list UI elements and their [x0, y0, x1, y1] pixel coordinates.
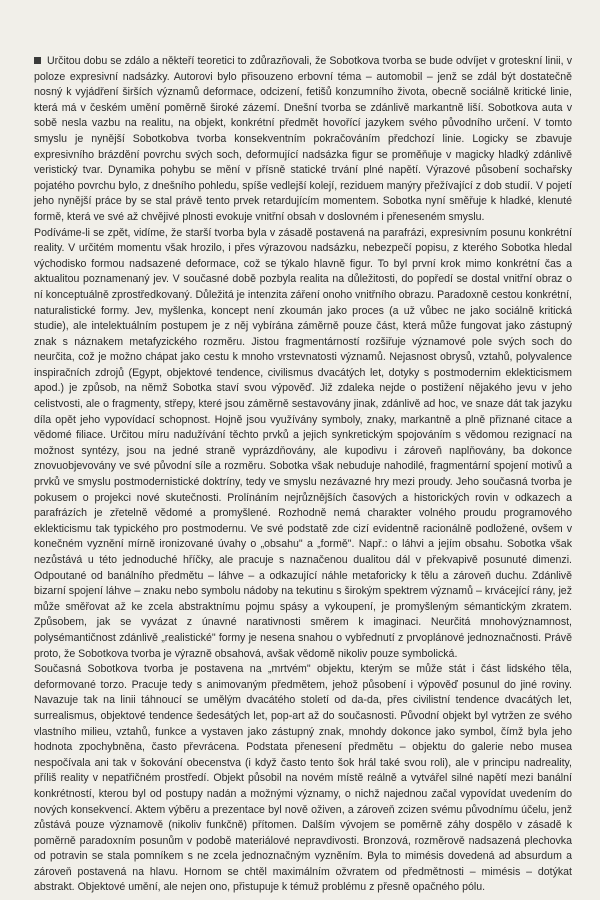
- paragraph-2: [34, 226, 572, 663]
- paragraph-3: [34, 662, 572, 896]
- paragraph-1: [34, 54, 572, 226]
- paragraph-2-text: Podíváme-li se zpět, vidíme, že starší tvorba byla v zásadě postavená na parafrázi, expresivním posunu konkrétní reality. V určitém momentu však hrozilo, i přes výrazovou nadsázku, nebezpečí popisu, z kterého Sobotka hledal východisko formou nadsazené deformace, což se týkalo hlavně figur. To byl první krok mimo konkrétní čas a aktualitou poznamenaný jev. V současné době pozbyla realita na důležitosti, do popředí se dostal vnitřní obraz o ní konceptuálně zprostředkovaný. Důležitá je intenzita záření onoho vnitřního obrazu. Paradoxně cestou konkrétní, naturalistické formy. Jev, myšlenka, koncept není zkoumán jako proces (a už vůbec ne jako sociálně kritická studie), ale intelektuálním postupem je z něj vybírána záměrně pouze část, která může fungovat jako zástupný znak s náznakem metafyzického rozměru. Jistou fragmentárností rozšiřuje významové pole svých soch do neurčita, což je možno chápat jako cestu k mnoho vrstevnatosti významů. Nejasnost obrysů, vztahů, polyvalence inspiračních zdrojů (Egypt, objektové tendence, civilismus dvacátých let, dotyky s postmodernim eklekticismem apod.) je způsob, na němž Sobotka staví svou výpověď. Již zdaleka nejde o postižení nějakého jevu v jeho celistvosti, ale o fragmenty, střepy, které jsou záměrně sestavovány jinak, zdánlivě ad hoc, ve snaze dát tak jazyku díla opět jeho vypovídací schopnost. Hojně jsou využívány symboly, znaky, markantně a plně přiznané citace a vědomé filiace. Určitou míru nadužívání těchto prvků a jejich synkretickým spojováním s vědomou rezignací na možnost syntézy, jsou na jedné straně vyprázdňovány, ale kupodivu i zároveň naplňovány, ba dokonce znovuobjevovány ve své původní síle a rozměru. Sobotka však nebuduje nahodilé, fragmentární spojení motivů a prvků ve smyslu postmodernistické doktríny, tedy ve smyslu nezávazné hry mezi proudy. Jeho současná tvorba je pokusem o projekci nové skutečnosti. Prolínáním nejrůznějších časových a historických rovin v odkazech a parafrázích je zřetelně vědomé a promyšlené. Rozhodně nemá charakter volného proudu programového eklekticismu tak typického pro postmodernu. Ve své podstatě zde cizí evidentně racionálně podložené, ovšem v konečném vyznění mírně ironizované úvahy o „obsahu" a „formě". Např.: o láhvi a jejím obsahu. Sobotka však nezůstává u této jednoduché hříčky, ale pracuje s naznačenou dualitou dál v překvapivě posunuté dimenzi. Odpoutané od banálního předmětu – láhve – a odkazující náhle metaforicky k tělu a zároveň duchu. Zdánlivě bizarní spojení láhve – znaku nebo symbolu nádoby na tekutinu s širokým spektrem významů – krvácející rány, jež může směřovat až ke zcela abstraktnímu pojmu spásy a vykoupení, je promyšleným sémantickým zkratem. Způsobem, jak se vyvázat z únavné narativnosti směrem k imaginaci. Neurčitá mnohovýznamnost, polysémantičnost zdánlivě „realistické" formy je nesena snahou o vybřednutí z prvoplánové jednoznačnosti. Právě proto, že Sobotkova tvorba je výrazně obsahová, avšak vědomě nikoliv pouze symbolická.: [34, 226, 572, 660]
- paragraph-1-text: Určitou dobu se zdálo a někteří teoretici to zdůrazňovali, že Sobotkova tvorba se bude odvíjet v groteskní linii, v poloze expresivní nadsázky. Autorovi bylo přisouzeno erbovní téma – automobil – jenž se zdál být dostatečně nosný k vyjádření širších významů deformace, odcizení, fetišů konzumního života, obecně sociálně kritické linie, která má v českém umění poměrně široké zázemí. Dnešní tvorba se zdánlivě markantně liší. Sobotkova auta v sobě nesla vazbu na realitu, na objekt, konkrétní předmět hovořící jazykem svého původního určení. V tomto smyslu je nynější Sobotkobva tvorba konsekventním pokračováním předchozí linie. Logicky se zbavuje expresivního brázdění povrchu svých soch, deformující nadsázka figur se proměňuje v magicky hladký zdánlivě veristický tvar. Dynamika pohybu se mění v přísně statické trvání plné napětí. Výrazové působení sochařsky pojatého povrchu bylo, z dnešního pohledu, spíše vedlejší kolejí, reziduem manýry přežívající z dob studií. V pojetí jeho nynější práce by se stal právě tento prvek retardujícím momentem. Sobotka nyní směřuje k hladké, klenuté formě, která ve své až chvějivé plnosti evokuje vnitřní obsah v doslovném i přeneseném smyslu.: [34, 55, 572, 223]
- square-bullet-icon: [34, 57, 41, 64]
- article-body: [34, 54, 572, 896]
- paragraph-3-text: Současná Sobotkova tvorba je postavena na „mrtvém" objektu, kterým se může stát i část lidského těla, deformované torzo. Pracuje tedy s animovaným předmětem, jehož působení i výpověď posunul do jiné roviny. Navazuje tak na linii táhnoucí se umělým dvacátého století od da-da, přes civilistní tendence dvacátých let, surrealismus, objektové tendence šedesátých let, pop-art až do současnosti. Původní objekt byl vytržen ze svého vlastního milieu, vztahů, funkce a vystaven jako zástupný znak, mnohdy dokonce jako symbol, čímž byla jeho hodnota zpochybněna, často převrácena. Podstata přenesení předmětu – objektu do galerie nebo musea nespočívala ani tak v šokování obecenstva (i když často tento šok hrál také svou roli), ale v principu nadreality, příliš reality v nepatřičném prostředí. Objekt působil na novém místě reálně a vytvářel silné napětí mezi banální konkrétností, kterou byl od postupy nadán a možnými významy, o nichž najednou začal vypovídat uvedením do nových konsekvencí. Aktem výběru a prezentace byl nově oživen, a zároveň zcizen svému původnímu účelu, jenž zůstává pouze významově (nikoliv funkčně) přítomen. Dalším vývojem se poměrně záhy dospělo v zásadě k poměrně paradoxním posunům v podobě materiálové nepravdivosti. Bronzová, rozměrově nadsazená plechovka od potravin se stala pomníkem s ne zcela jednoznačným vyzněním. Byla to mimésis dovedená ad absurdum a zároveň postavená na hlavu. Hornom se chtěl maximálním ožvratem od předmětnosti – mimésis – dotýkat abstrakt. Objektové umění, ale nejen ono, přistupuje k témuž problému z přesně opačného pólu.: [34, 663, 572, 894]
